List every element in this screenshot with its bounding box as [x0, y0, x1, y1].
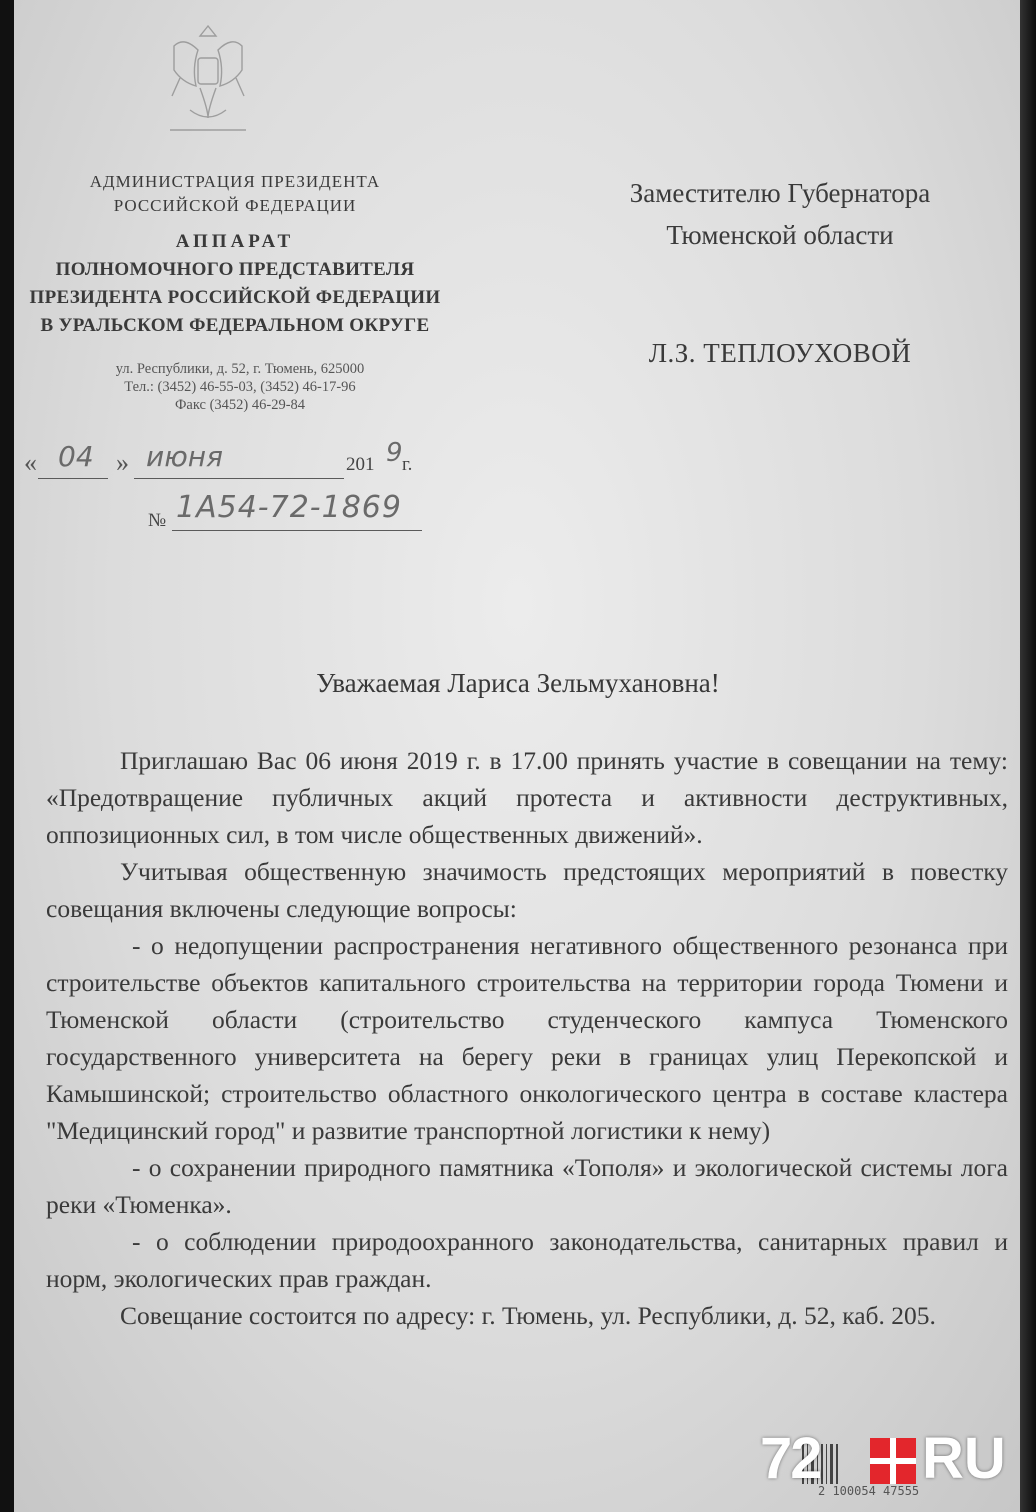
date-day: 04	[58, 440, 94, 473]
date-month-underline	[134, 478, 344, 479]
paragraph-invitation: Приглашаю Вас 06 июня 2019 г. в 17.00 принять участие в совещании на тему: «Предотвращение публичных акций протеста и активности деструктивных, оппозиционных сил, в том числе общественных движений».	[46, 746, 1008, 849]
org-bold-1: АППАРАТ	[175, 231, 295, 252]
org-line-1: АДМИНИСТРАЦИЯ ПРЕЗИДЕНТА	[89, 172, 381, 191]
logo-text: RU	[922, 1426, 1006, 1491]
date-quote-open: «	[24, 448, 37, 477]
paragraph-location: Совещание состоится по адресу: г. Тюмень, ул. Республики, д. 52, каб. 205.	[120, 1301, 936, 1330]
date-quote-close: »	[116, 448, 129, 477]
org-bold-3: ПРЕЗИДЕНТА РОССИЙСКОЙ ФЕДЕРАЦИИ	[29, 287, 441, 308]
number-value: 1А54-72-1869	[176, 490, 402, 525]
logo-number: 72	[760, 1426, 821, 1491]
org-fax: Факс (3452) 46-29-84	[174, 397, 306, 413]
letter-number	[148, 490, 478, 534]
left-edge	[0, 0, 14, 1512]
org-header-admin	[20, 170, 450, 218]
letter-body	[46, 742, 1008, 1334]
date-year-prefix: 201	[346, 454, 375, 475]
recipient-region: Тюменской области	[666, 220, 894, 250]
date-day-underline	[38, 478, 108, 479]
coat-of-arms-emblem	[160, 18, 256, 136]
org-header-office	[20, 228, 450, 340]
right-edge	[1020, 0, 1036, 1512]
org-phone: Тел.: (3452) 46-55-03, (3452) 46-17-96	[124, 379, 356, 395]
recipient-name: Л.З. ТЕПЛОУХОВОЙ	[648, 338, 912, 368]
barcode-number: 2 100054 47555	[818, 1484, 920, 1498]
date-year-suffix: г.	[402, 454, 413, 475]
logo-square-icon	[870, 1438, 916, 1484]
paragraph-agenda-item-2: - о сохранении природного памятника «Тополя» и экологической системы лога реки «Тюменка».	[46, 1153, 1008, 1219]
number-underline	[172, 530, 422, 531]
org-bold-4: В УРАЛЬСКОМ ФЕДЕРАЛЬНОМ ОКРУГЕ	[40, 315, 430, 336]
letter-greeting: Уважаемая Лариса Зельмухановна!	[316, 668, 720, 698]
date-year-digit: 9	[386, 438, 403, 468]
org-bold-2: ПОЛНОМОЧНОГО ПРЕДСТАВИТЕЛЯ	[55, 259, 415, 280]
paragraph-agenda-item-1: - о недопущении распространения негативного общественного резонанса при строительстве объектов капитального строительства на территории города Тюмени и Тюменской области (строительство студенческого кампуса Тюменского государственного университета на берегу реки в границах улиц Перекопской и Камышинской; строительство областного онкологического центра в составе кластера "Медицинский город" и развитие транспортной логистики к нему)	[46, 931, 1008, 1145]
date-month: июня	[146, 440, 223, 473]
letter-date	[24, 440, 424, 484]
72ru-logo	[760, 1428, 1030, 1490]
recipient-title: Заместителю Губернатора	[629, 178, 931, 208]
org-address: ул. Республики, д. 52, г. Тюмень, 625000	[115, 361, 365, 377]
org-contacts	[20, 360, 460, 414]
org-line-2: РОССИЙСКОЙ ФЕДЕРАЦИИ	[113, 196, 357, 215]
paragraph-agenda-item-3: - о соблюдении природоохранного законодательства, санитарных правил и норм, экологических прав граждан.	[46, 1227, 1008, 1293]
paragraph-agenda-intro: Учитывая общественную значимость предстоящих мероприятий в повестку совещания включены следующие вопросы:	[46, 857, 1008, 923]
number-sign: №	[148, 510, 167, 531]
